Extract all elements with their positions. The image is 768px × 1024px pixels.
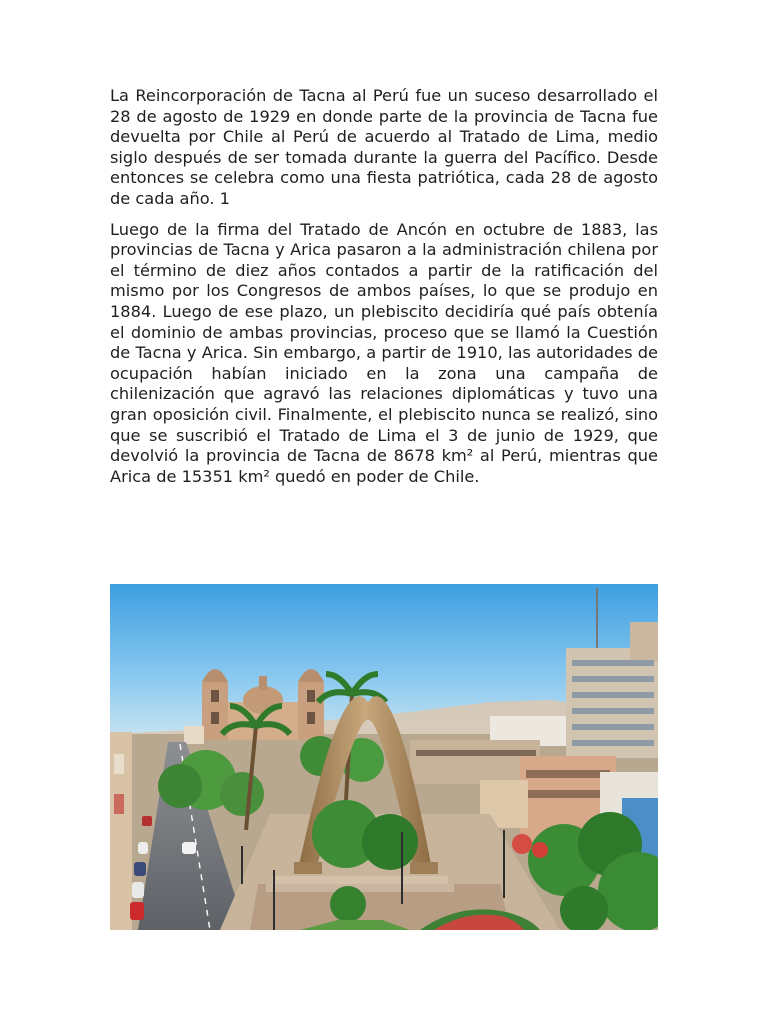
body-text <box>110 86 658 497</box>
paragraph-1: La Reincorporación de Tacna al Perú fue un suceso desarrollado el 28 de agosto de 1929 en donde parte de la provincia de Tacna fue devuelta por Chile al Perú de acuerdo al Tratado de Lima, medio siglo después de ser tomada durante la guerra del Pacífico. Desde entonces se celebra como una fiesta patriótica, cada 28 de agosto de cada año. 1 <box>110 86 658 208</box>
paragraph-2: Luego de la firma del Tratado de Ancón en octubre de 1883, las provincias de Tacna y Arica pasaron a la administración chilena por el término de diez años contados a partir de la ratificación del mismo por los Congresos de ambos países, lo que se produjo en 1884. Luego de ese plazo, un plebiscito decidiría qué país obtenía el dominio de ambas provincias, proceso que se llamó la Cuestión de Tacna y Arica. Sin embargo, a partir de 1910, las autoridades de ocupación habían iniciado en la zona una campaña de chilenización que agravó las relaciones diplomáticas y tuvo una gran oposición civil. Finalmente, el plebiscito nunca se realizó, sino que se suscribió el Tratado de Lima el 3 de junio de 1929, que devolvió la provincia de Tacna de 8678 km² al Perú, mientras que Arica de 15351 km² quedó en poder de Chile. <box>110 219 658 486</box>
tacna-city-photo <box>110 584 658 930</box>
plaza-steps <box>266 876 454 892</box>
